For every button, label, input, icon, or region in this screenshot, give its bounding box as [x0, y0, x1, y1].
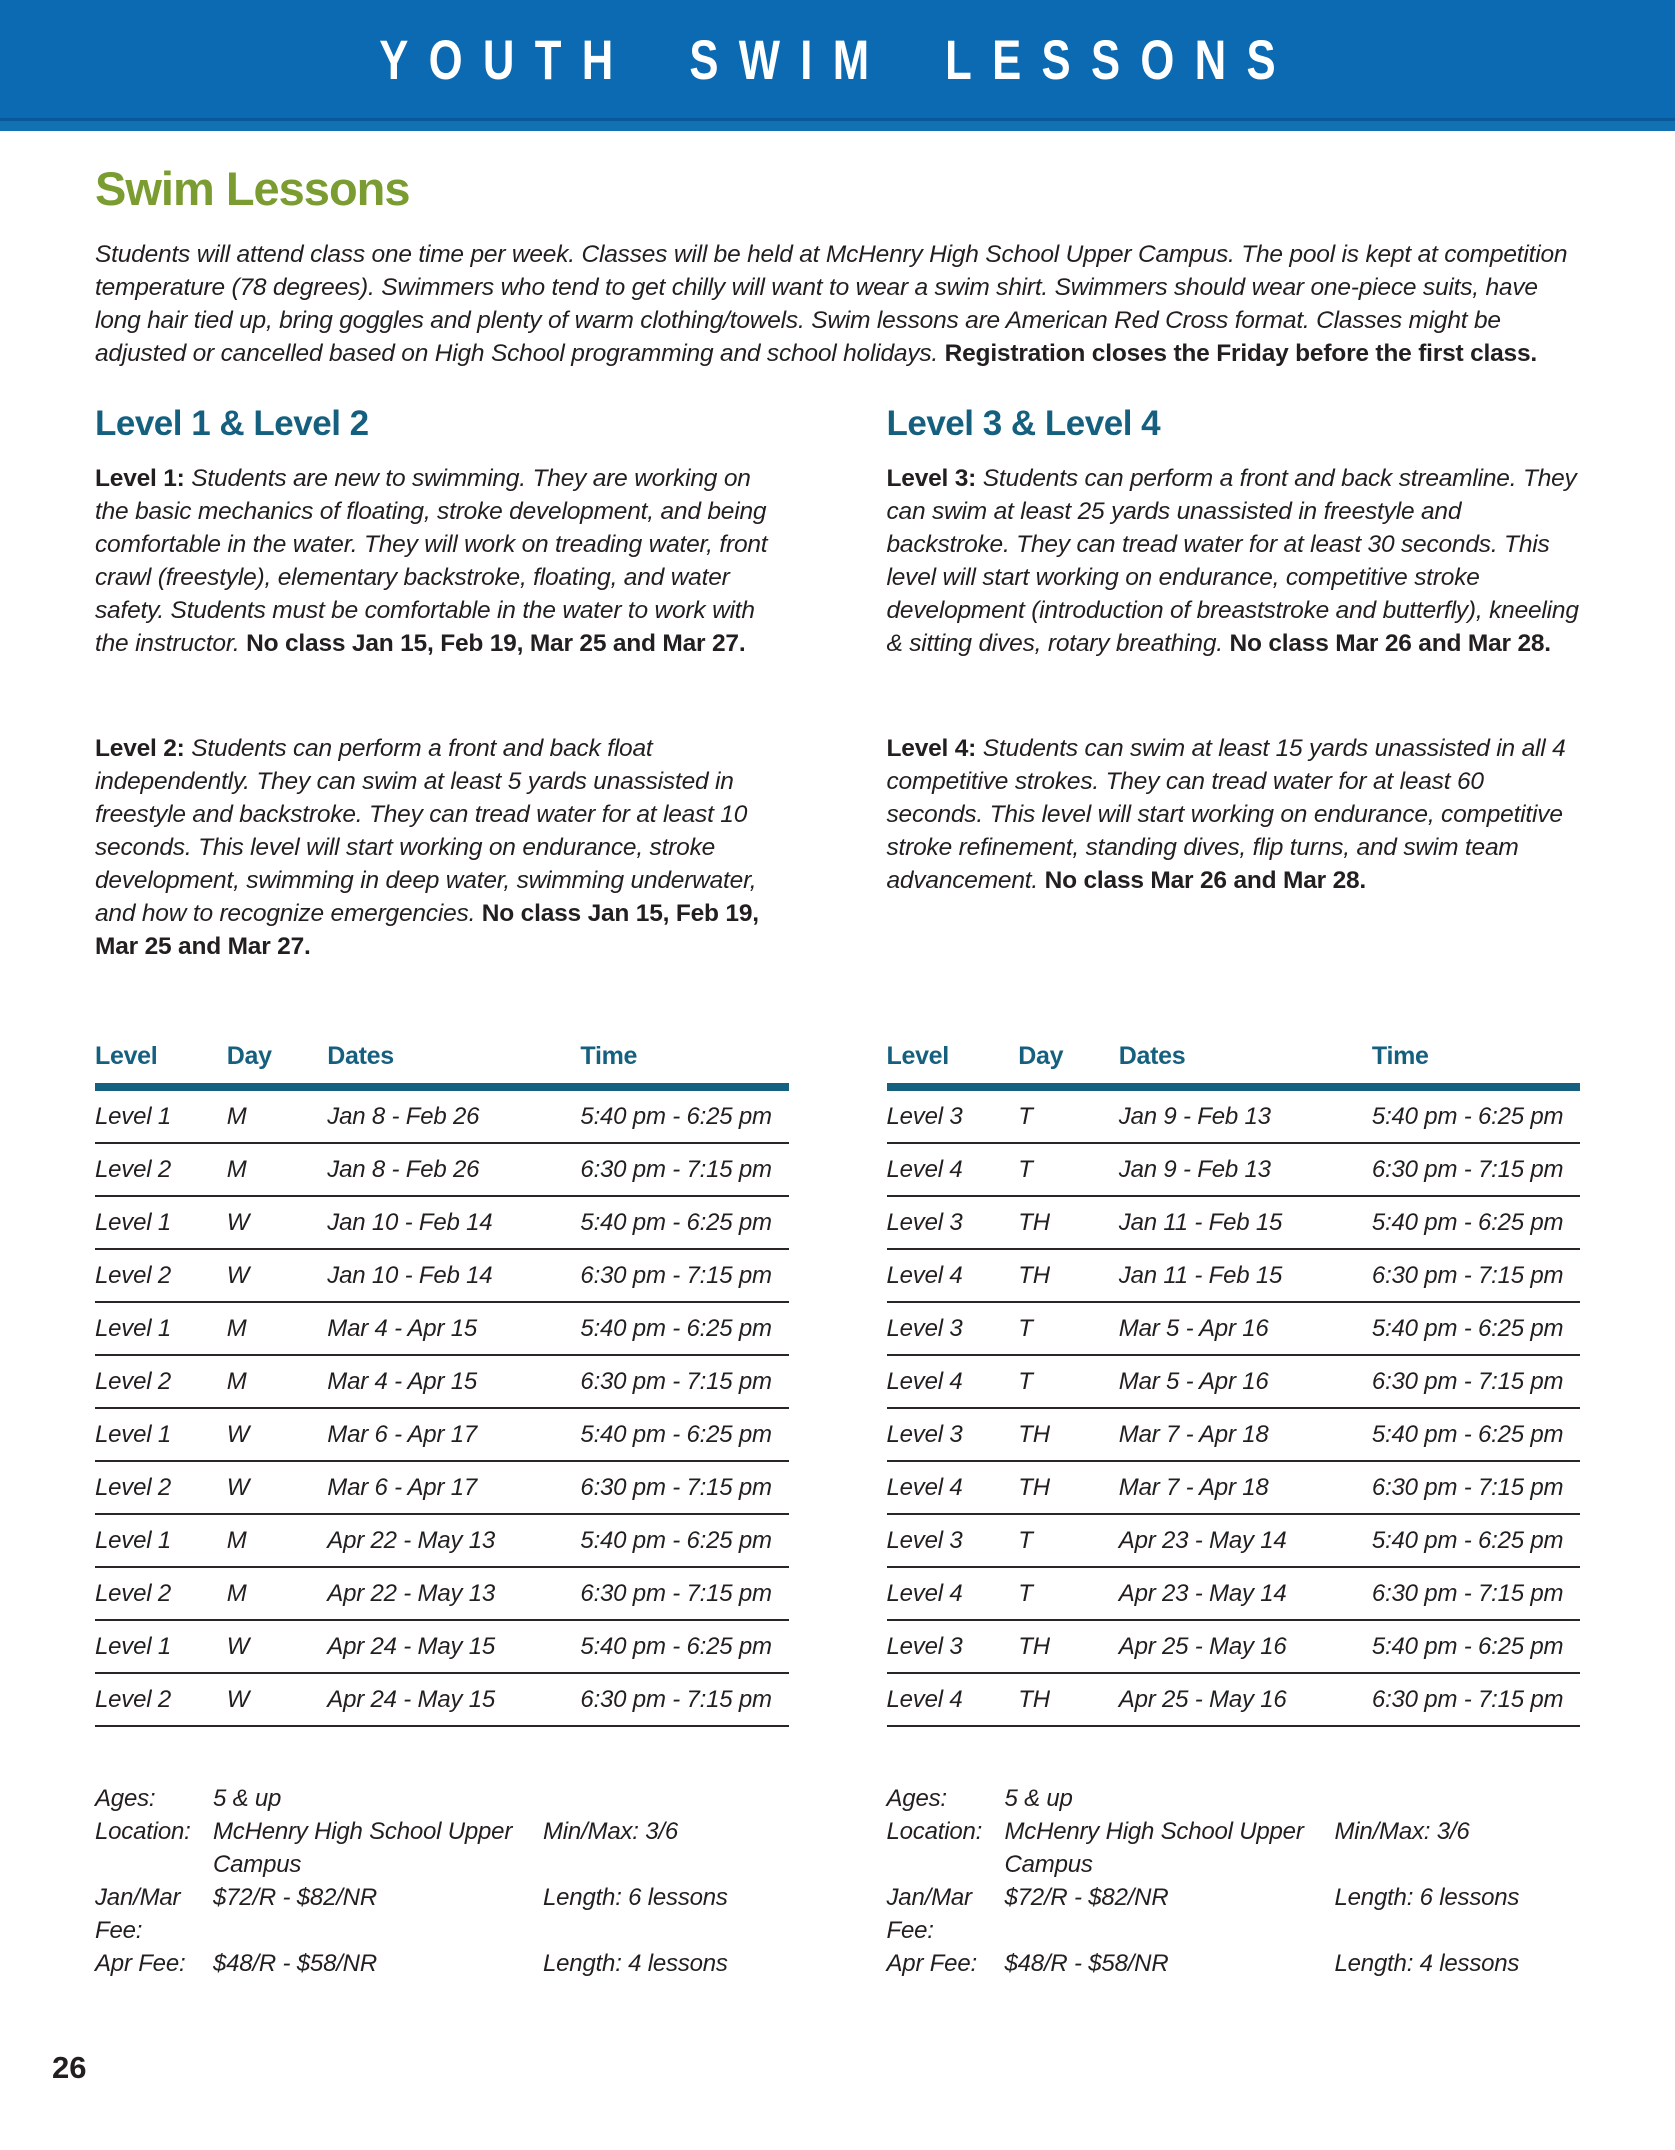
table-cell: Level 3 [887, 1302, 1019, 1355]
table-cell: Jan 8 - Feb 26 [327, 1143, 580, 1196]
info-row-ages [887, 1782, 1581, 1815]
table-row [95, 1567, 789, 1620]
table-cell: 5:40 pm - 6:25 pm [1372, 1196, 1580, 1249]
table-cell: Apr 23 - May 14 [1119, 1514, 1372, 1567]
table-row [887, 1461, 1581, 1514]
table-row [95, 1514, 789, 1567]
table-cell: 6:30 pm - 7:15 pm [580, 1249, 788, 1302]
table-cell: M [227, 1567, 328, 1620]
info-row-ages [95, 1782, 789, 1815]
schedule-table-level-3-4 [887, 1042, 1581, 1727]
info-extra: Min/Max: 3/6 [1334, 1818, 1470, 1845]
table-row [95, 1355, 789, 1408]
levels-columns [95, 404, 1580, 1980]
table-cell: W [227, 1196, 328, 1249]
page-banner [0, 0, 1675, 118]
info-block-level-3-4 [887, 1782, 1581, 1980]
table-cell: 5:40 pm - 6:25 pm [1372, 1408, 1580, 1461]
table-cell: Apr 25 - May 16 [1119, 1620, 1372, 1673]
info-block-level-1-2 [95, 1782, 789, 1980]
table-cell: T [1018, 1087, 1119, 1143]
info-value: 5 & up [1004, 1785, 1073, 1812]
table-cell: Level 2 [95, 1673, 227, 1726]
table-cell: W [227, 1461, 328, 1514]
table-row [95, 1249, 789, 1302]
banner-title: YOUTH SWIM LESSONS [379, 27, 1296, 91]
table-cell: Level 4 [887, 1249, 1019, 1302]
table-cell: TH [1018, 1461, 1119, 1514]
info-extra: Length: 4 lessons [1334, 1950, 1520, 1977]
table-cell: 5:40 pm - 6:25 pm [580, 1302, 788, 1355]
table-cell: Level 3 [887, 1408, 1019, 1461]
table-row [887, 1408, 1581, 1461]
table-cell: TH [1018, 1196, 1119, 1249]
table-cell: M [227, 1302, 328, 1355]
info-value: 5 & up [213, 1785, 282, 1812]
table-cell: Apr 24 - May 15 [327, 1673, 580, 1726]
table-cell: 5:40 pm - 6:25 pm [580, 1408, 788, 1461]
table-cell: 6:30 pm - 7:15 pm [1372, 1673, 1580, 1726]
info-row-location [95, 1815, 789, 1881]
table-cell: Apr 22 - May 13 [327, 1514, 580, 1567]
table-cell: Mar 5 - Apr 16 [1119, 1302, 1372, 1355]
table-cell: Level 2 [95, 1355, 227, 1408]
table-header-row [95, 1042, 789, 1087]
table-row [887, 1302, 1581, 1355]
table-cell: Jan 11 - Feb 15 [1119, 1249, 1372, 1302]
table-cell: Level 3 [887, 1620, 1019, 1673]
info-label: Apr Fee: [886, 1950, 977, 1977]
table-cell: Jan 11 - Feb 15 [1119, 1196, 1372, 1249]
info-value: $48/R - $58/NR [1004, 1950, 1169, 1977]
level-2-label: Level 2: [95, 735, 185, 762]
info-extra: Min/Max: 3/6 [543, 1818, 678, 1845]
table-cell: 6:30 pm - 7:15 pm [580, 1461, 788, 1514]
table-cell: Apr 24 - May 15 [327, 1620, 580, 1673]
table-row [887, 1196, 1581, 1249]
table-cell: Apr 22 - May 13 [327, 1567, 580, 1620]
table-cell: T [1018, 1514, 1119, 1567]
table-row [95, 1196, 789, 1249]
table-row [887, 1673, 1581, 1726]
page-number: 26 [52, 2050, 87, 2085]
table-body [95, 1087, 789, 1726]
table-cell: 6:30 pm - 7:15 pm [580, 1143, 788, 1196]
table-cell: M [227, 1087, 328, 1143]
table-row [887, 1087, 1581, 1143]
table-cell: W [227, 1408, 328, 1461]
table-cell: Level 2 [95, 1249, 227, 1302]
info-extra: Length: 6 lessons [543, 1884, 728, 1911]
level-3-description [887, 462, 1581, 692]
table-cell: T [1018, 1355, 1119, 1408]
table-cell: 6:30 pm - 7:15 pm [1372, 1461, 1580, 1514]
table-cell: Level 4 [887, 1461, 1019, 1514]
table-cell: Jan 10 - Feb 14 [327, 1196, 580, 1249]
table-cell: Level 3 [887, 1514, 1019, 1567]
level-1-no-class-note: No class Jan 15, Feb 19, Mar 25 and Mar 27. [246, 630, 746, 657]
table-cell: Level 2 [95, 1461, 227, 1514]
table-cell: 5:40 pm - 6:25 pm [580, 1087, 788, 1143]
table-cell: Apr 25 - May 16 [1119, 1673, 1372, 1726]
table-cell: 6:30 pm - 7:15 pm [580, 1567, 788, 1620]
info-label: Location: [95, 1818, 191, 1845]
info-row-jan-mar-fee [95, 1881, 789, 1947]
column-header-time: Time [1372, 1042, 1580, 1087]
table-row [887, 1355, 1581, 1408]
info-extra [543, 1782, 789, 1815]
info-label: Apr Fee: [95, 1950, 186, 1977]
table-row [95, 1673, 789, 1726]
table-cell: Mar 7 - Apr 18 [1119, 1461, 1372, 1514]
table-row [887, 1567, 1581, 1620]
column-header-level: Level [887, 1042, 1019, 1087]
table-cell: T [1018, 1567, 1119, 1620]
schedule-table-level-1-2 [95, 1042, 789, 1727]
table-cell: 6:30 pm - 7:15 pm [580, 1673, 788, 1726]
info-extra: Length: 6 lessons [1334, 1884, 1520, 1911]
table-cell: Level 3 [887, 1087, 1019, 1143]
table-cell: Mar 5 - Apr 16 [1119, 1355, 1372, 1408]
table-row [887, 1620, 1581, 1673]
info-row-apr-fee [887, 1947, 1581, 1980]
table-cell: Level 1 [95, 1302, 227, 1355]
info-value: $72/R - $82/NR [213, 1884, 377, 1911]
table-cell: Mar 4 - Apr 15 [327, 1302, 580, 1355]
level-3-no-class-note: No class Mar 26 and Mar 28. [1229, 630, 1551, 657]
table-cell: Level 4 [887, 1143, 1019, 1196]
info-label: Jan/Mar Fee: [95, 1884, 181, 1944]
table-cell: W [227, 1620, 328, 1673]
table-cell: Level 1 [95, 1196, 227, 1249]
column-header-dates: Dates [327, 1042, 580, 1087]
info-value: $72/R - $82/NR [1004, 1884, 1169, 1911]
column-header-time: Time [580, 1042, 788, 1087]
page-title: Swim Lessons [95, 162, 410, 215]
table-cell: Level 1 [95, 1514, 227, 1567]
table-cell: Jan 10 - Feb 14 [327, 1249, 580, 1302]
level-3-label: Level 3: [886, 465, 977, 492]
table-cell: Jan 9 - Feb 13 [1119, 1143, 1372, 1196]
table-cell: Level 1 [95, 1087, 227, 1143]
table-row [95, 1620, 789, 1673]
table-cell: Level 4 [887, 1567, 1019, 1620]
section-heading-level-3-4: Level 3 & Level 4 [886, 404, 1161, 443]
table-cell: Level 2 [95, 1143, 227, 1196]
level-1-description [95, 462, 789, 692]
level-2-no-class-note: No class Jan 15, Feb 19, Mar 25 and Mar 27. [95, 900, 759, 960]
column-header-level: Level [95, 1042, 227, 1087]
level-1-label: Level 1: [95, 465, 185, 492]
intro-paragraph [95, 238, 1580, 370]
level-3-text: Students can perform a front and back streamline. They can swim at least 25 yards unassisted in freestyle and backstroke. They can tread water for at least 30 seconds. This level will start working on endurance, competitive stroke development (introduction of breaststroke and butterfly), kneeling & sitting dives, rotary breathing. [886, 465, 1579, 657]
banner-accent-strip [0, 118, 1675, 131]
table-cell: Apr 23 - May 14 [1119, 1567, 1372, 1620]
table-cell: 6:30 pm - 7:15 pm [1372, 1249, 1580, 1302]
column-header-day: Day [227, 1042, 328, 1087]
level-4-label: Level 4: [886, 735, 977, 762]
info-row-apr-fee [95, 1947, 789, 1980]
table-cell: 5:40 pm - 6:25 pm [1372, 1620, 1580, 1673]
table-cell: M [227, 1143, 328, 1196]
table-cell: Level 1 [95, 1408, 227, 1461]
info-row-jan-mar-fee [887, 1881, 1581, 1947]
table-row [95, 1408, 789, 1461]
info-value: McHenry High School Upper Campus [213, 1818, 513, 1878]
info-extra [1335, 1782, 1581, 1815]
table-cell: Mar 6 - Apr 17 [327, 1408, 580, 1461]
page-content [0, 131, 1675, 1980]
table-cell: Mar 7 - Apr 18 [1119, 1408, 1372, 1461]
intro-text: Students will attend class one time per week. Classes will be held at McHenry High School Upper Campus. The pool is kept at competition temperature (78 degrees). Swimmers who tend to get chilly will want to wear a swim shirt. Swimmers should wear one-piece suits, have long hair tied up, bring goggles and plenty of warm clothing/towels. Swim lessons are American Red Cross format. Classes might be adjusted or cancelled based on High School programming and school holidays. [95, 241, 1568, 367]
table-cell: TH [1018, 1408, 1119, 1461]
table-body [887, 1087, 1581, 1726]
info-value: McHenry High School Upper Campus [1004, 1818, 1304, 1878]
section-heading-level-1-2: Level 1 & Level 2 [95, 404, 369, 443]
table-cell: Level 1 [95, 1620, 227, 1673]
level-4-no-class-note: No class Mar 26 and Mar 28. [1044, 867, 1367, 894]
table-cell: M [227, 1355, 328, 1408]
table-cell: 5:40 pm - 6:25 pm [580, 1514, 788, 1567]
table-row [887, 1249, 1581, 1302]
table-cell: 5:40 pm - 6:25 pm [1372, 1087, 1580, 1143]
level-4-text: Students can swim at least 15 yards unassisted in all 4 competitive strokes. They can tread water for at least 60 seconds. This level will start working on endurance, competitive stroke refinement, standing dives, flip turns, and swim team advancement. [886, 735, 1566, 894]
level-1-text: Students are new to swimming. They are working on the basic mechanics of floating, stroke development, and being comfortable in the water. They will work on treading water, front crawl (freestyle), elementary backstroke, floating, and water safety. Students must be comfortable in the water to work with the instructor. [95, 465, 768, 657]
table-cell: TH [1018, 1249, 1119, 1302]
table-cell: 5:40 pm - 6:25 pm [580, 1196, 788, 1249]
table-row [95, 1143, 789, 1196]
table-row [95, 1087, 789, 1143]
level-2-description [95, 732, 789, 992]
info-extra: Length: 4 lessons [543, 1950, 728, 1977]
column-header-day: Day [1018, 1042, 1119, 1087]
table-cell: 5:40 pm - 6:25 pm [1372, 1514, 1580, 1567]
table-cell: 5:40 pm - 6:25 pm [580, 1620, 788, 1673]
info-label: Location: [886, 1818, 983, 1845]
registration-note: Registration closes the Friday before the first class. [944, 340, 1537, 367]
table-cell: M [227, 1514, 328, 1567]
info-label: Ages: [886, 1785, 947, 1812]
table-cell: 6:30 pm - 7:15 pm [580, 1355, 788, 1408]
table-row [887, 1143, 1581, 1196]
table-cell: Mar 6 - Apr 17 [327, 1461, 580, 1514]
info-value: $48/R - $58/NR [213, 1950, 377, 1977]
table-cell: Level 3 [887, 1196, 1019, 1249]
table-cell: 6:30 pm - 7:15 pm [1372, 1143, 1580, 1196]
table-cell: Jan 8 - Feb 26 [327, 1087, 580, 1143]
table-cell: 6:30 pm - 7:15 pm [1372, 1567, 1580, 1620]
table-cell: 5:40 pm - 6:25 pm [1372, 1302, 1580, 1355]
column-header-dates: Dates [1119, 1042, 1372, 1087]
table-row [95, 1302, 789, 1355]
level-4-description [887, 732, 1581, 992]
info-label: Jan/Mar Fee: [886, 1884, 972, 1944]
info-row-location [887, 1815, 1581, 1881]
table-cell: 6:30 pm - 7:15 pm [1372, 1355, 1580, 1408]
table-cell: TH [1018, 1673, 1119, 1726]
table-header-row [887, 1042, 1581, 1087]
table-cell: W [227, 1673, 328, 1726]
table-cell: Jan 9 - Feb 13 [1119, 1087, 1372, 1143]
table-cell: T [1018, 1302, 1119, 1355]
table-cell: Level 4 [887, 1355, 1019, 1408]
table-row [887, 1514, 1581, 1567]
table-row [95, 1461, 789, 1514]
table-cell: W [227, 1249, 328, 1302]
table-cell: Level 4 [887, 1673, 1019, 1726]
table-cell: TH [1018, 1620, 1119, 1673]
info-label: Ages: [95, 1785, 156, 1812]
table-cell: Level 2 [95, 1567, 227, 1620]
level-2-text: Students can perform a front and back float independently. They can swim at least 5 yards unassisted in freestyle and backstroke. They can tread water for at least 10 seconds. This level will start working on endurance, stroke development, swimming in deep water, swimming underwater, and how to recognize emergencies. [95, 735, 757, 927]
table-cell: T [1018, 1143, 1119, 1196]
table-cell: Mar 4 - Apr 15 [327, 1355, 580, 1408]
